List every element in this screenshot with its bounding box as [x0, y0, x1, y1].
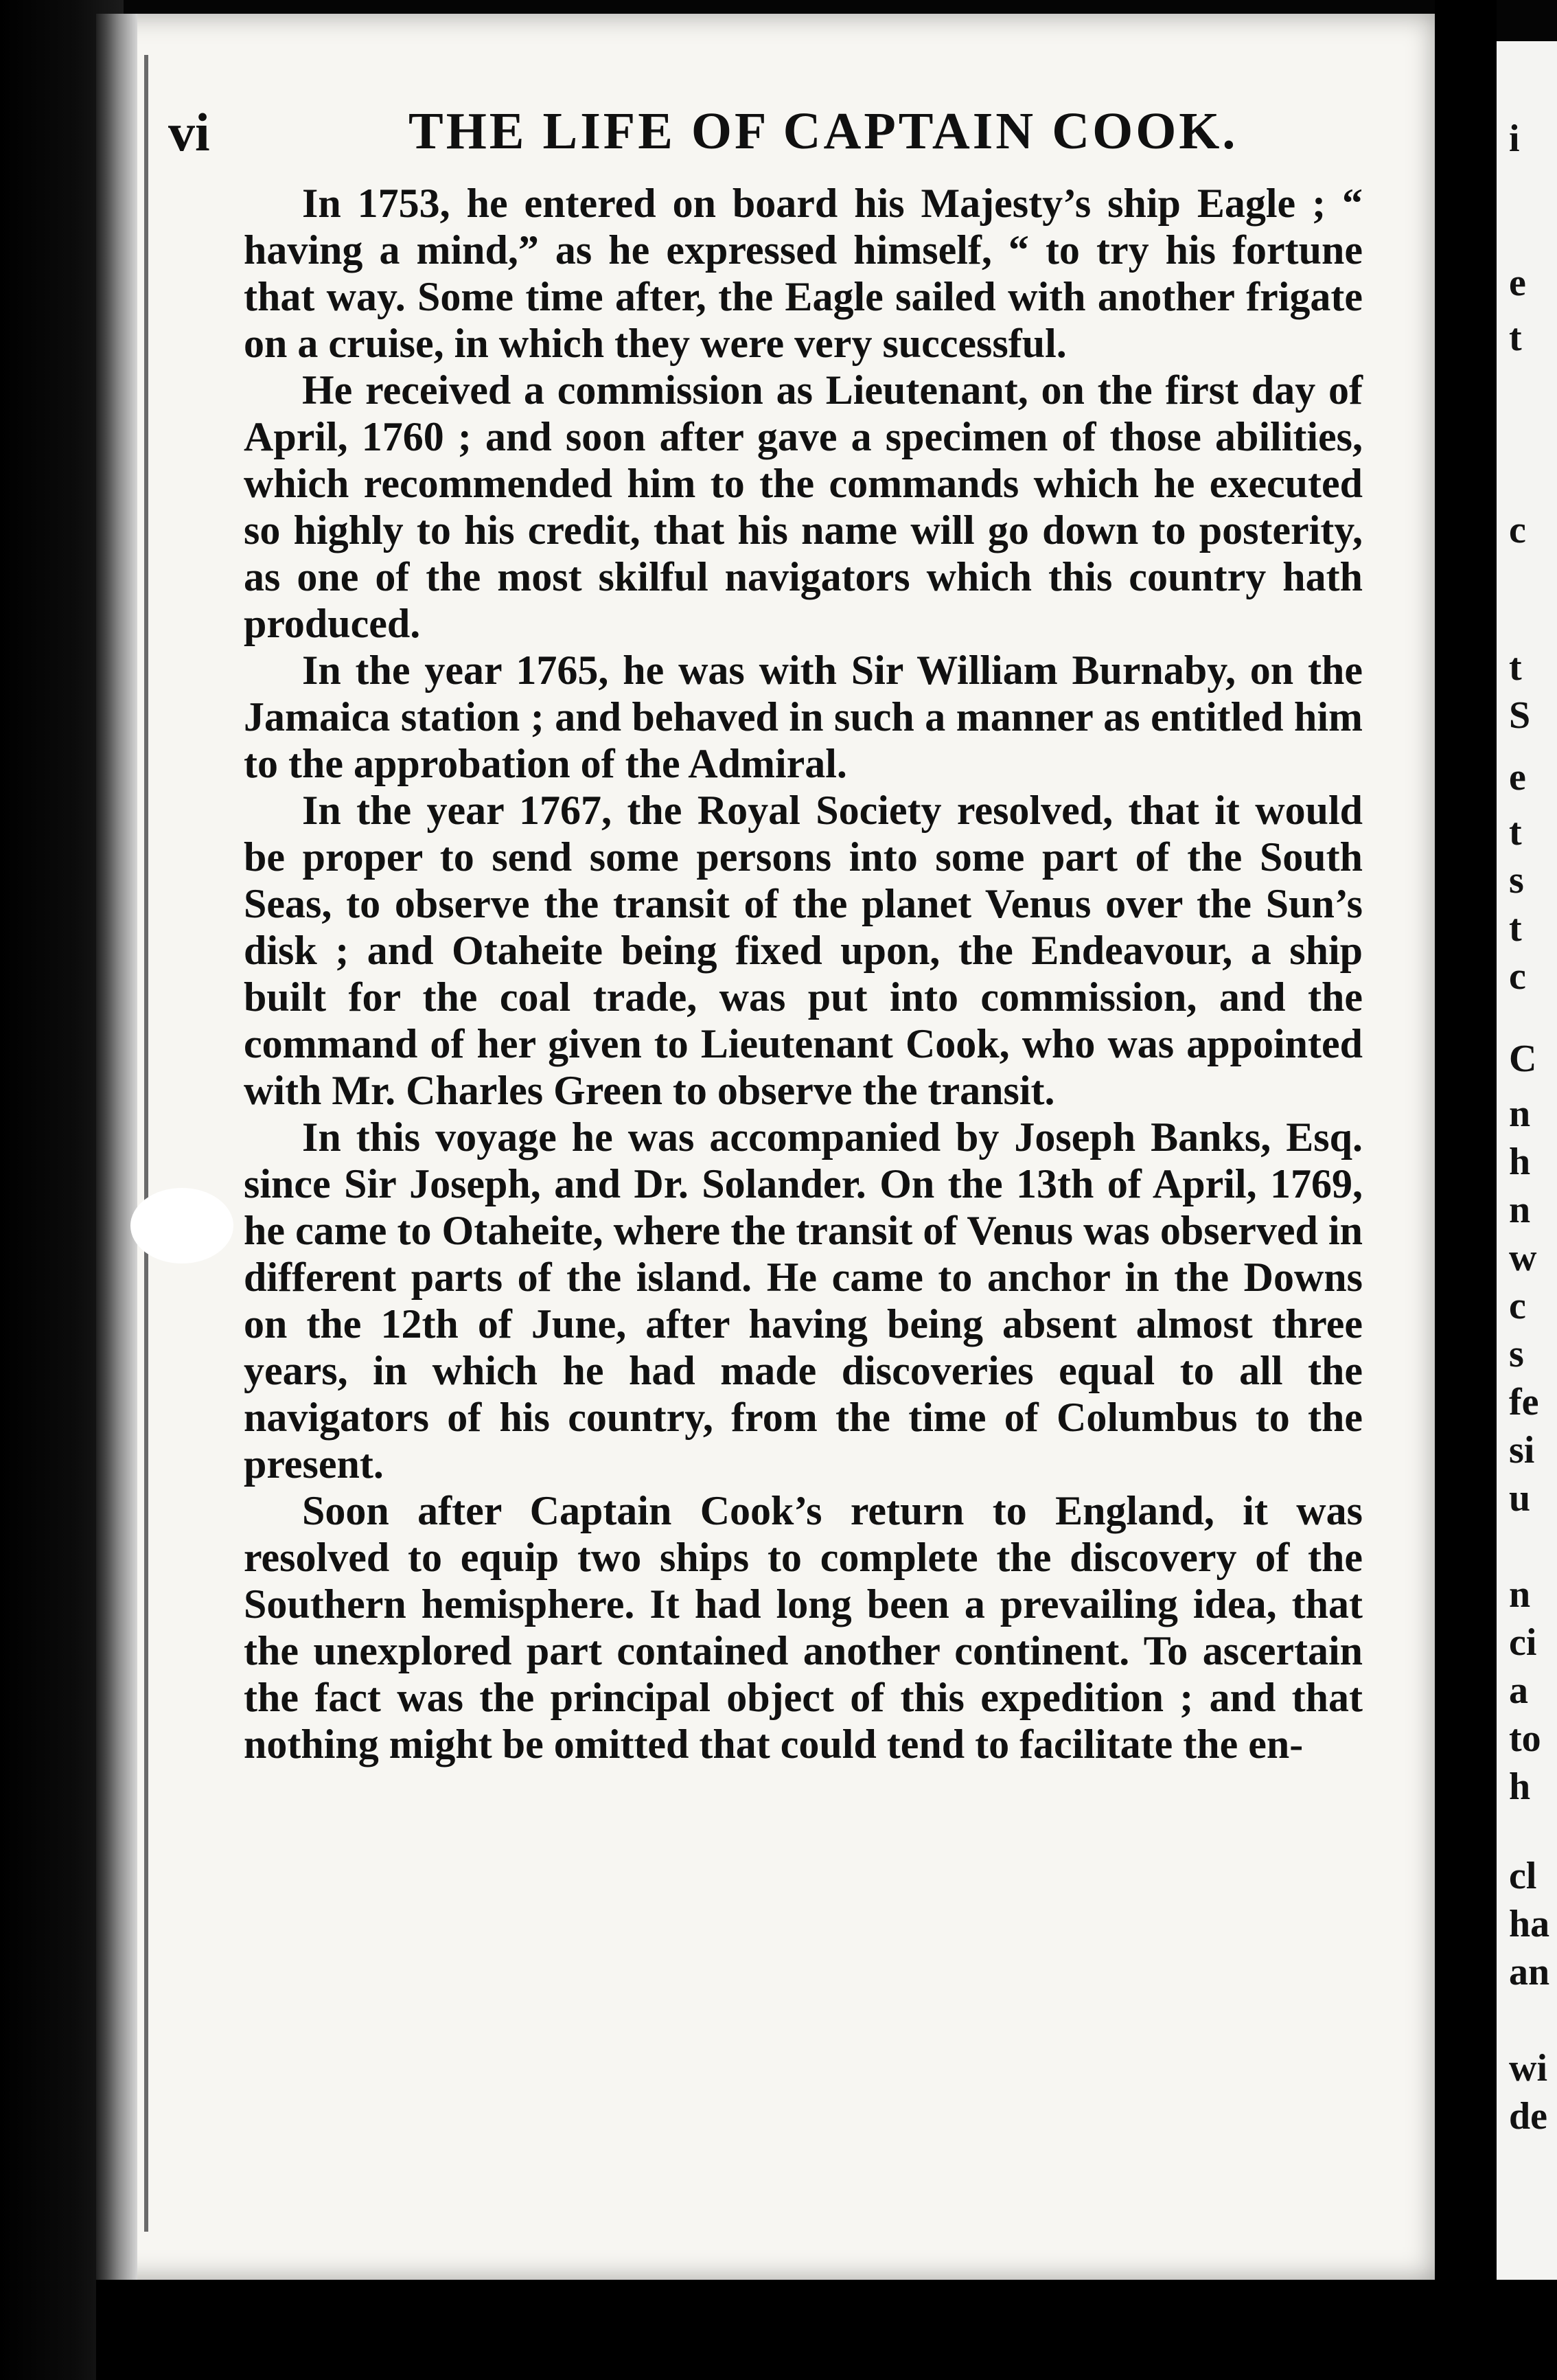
facing-page-fragment: s: [1509, 859, 1524, 902]
facing-page-fragment: c: [1509, 955, 1526, 998]
paragraph-1760: He received a commission as Lieutenant, on the first day of April, 1760 ; and soon after gave a specimen of those abilities, which recommended him to the commands which he executed so highly to his credit, that his name will go down to posterity, as one of the most skilful navigators which this country hath produced.: [244, 367, 1363, 646]
facing-page-fragment: de: [1509, 2095, 1547, 2138]
facing-page-fragment: c: [1509, 509, 1526, 551]
facing-page-fragment: h: [1509, 1141, 1531, 1183]
facing-page-fragment: i: [1509, 117, 1520, 160]
page-body-text: [244, 180, 1363, 1767]
facing-page-fragment: s: [1509, 1333, 1524, 1375]
facing-page-fragment: w: [1509, 1237, 1537, 1279]
paragraph-second-voyage: Soon after Captain Cook’s return to England, it was resolved to equip two ships to complete the discovery of the Southern hemisphere. It had long been a prevailing idea, that the unexplored part contained another continent. To ascertain the fact was the principal object of this expedition ; and that nothing might be omitted that could tend to facilitate the en-: [244, 1488, 1363, 1767]
facing-page-fragment: S: [1509, 694, 1531, 737]
facing-page-fragment: e: [1509, 756, 1526, 799]
page-gutter-line: [144, 55, 148, 2232]
paper-blemish: [130, 1188, 233, 1263]
running-title: THE LIFE OF CAPTAIN COOK.: [408, 102, 1238, 160]
facing-page-fragment: C: [1509, 1038, 1537, 1080]
facing-page-fragment: cl: [1509, 1855, 1537, 1897]
page-gutter-shadow: [96, 14, 137, 2280]
facing-page-fragment: t: [1509, 907, 1522, 950]
facing-page-fragment: t: [1509, 811, 1522, 854]
facing-page-edge: [1497, 41, 1557, 2307]
facing-page-fragment: si: [1509, 1429, 1535, 1472]
facing-page-fragment: to: [1509, 1717, 1541, 1760]
paragraph-1753: In 1753, he entered on board his Majesty’s ship Eagle ; “ having a mind,” as he expressed himself, “ to try his fortune that way. Some time after, the Eagle sailed with another frigate on a cruise, in which they were very successful.: [244, 181, 1363, 366]
facing-page-fragment: e: [1509, 262, 1526, 304]
page-header: [168, 102, 1322, 184]
page-number: vi: [168, 102, 210, 162]
facing-page-fragment: n: [1509, 1092, 1531, 1135]
facing-page-fragment: wi: [1509, 2047, 1547, 2090]
facing-page-fragment: a: [1509, 1669, 1528, 1712]
facing-page-fragment: n: [1509, 1189, 1531, 1231]
scan-bottom-edge: [96, 2280, 1557, 2380]
facing-page-fragment: t: [1509, 646, 1522, 689]
paragraph-1769: In this voyage he was accompanied by Joseph Banks, Esq. since Sir Joseph, and Dr. Solander. On the 13th of April, 1769, he came to Otaheite, where the transit of Venus was observed in different parts of the island. He came to anchor in the Downs on the 12th of June, after having being absent almost three years, in which he had made discoveries equal to all the navigators of his country, from the time of Columbus to the present.: [244, 1114, 1363, 1487]
facing-page-fragment: t: [1509, 317, 1522, 359]
facing-page-fragment: ha: [1509, 1903, 1550, 1945]
paragraph-1767: In the year 1767, the Royal Society resolved, that it would be proper to send some persons into some part of the South Seas, to observe the transit of the planet Venus over the Sun’s disk ; and Otaheite being fixed upon, the Endeavour, a ship built for the coal trade, was put into commission, and the command of her given to Lieutenant Cook, who was appointed with Mr. Charles Green to observe the transit.: [244, 788, 1363, 1113]
facing-page-fragment: an: [1509, 1951, 1550, 1993]
facing-page-fragment: c: [1509, 1285, 1526, 1327]
facing-page-fragment: ci: [1509, 1621, 1537, 1664]
facing-page-fragment: u: [1509, 1477, 1531, 1520]
binding-shadow: [1435, 0, 1497, 2380]
facing-page-fragment: fe: [1509, 1381, 1539, 1423]
facing-page-fragment: h: [1509, 1765, 1531, 1808]
paragraph-1765: In the year 1765, he was with Sir William Burnaby, on the Jamaica station ; and behaved in such a manner as entitled him to the approbation of the Admiral.: [244, 648, 1363, 786]
facing-page-fragment: n: [1509, 1573, 1531, 1616]
